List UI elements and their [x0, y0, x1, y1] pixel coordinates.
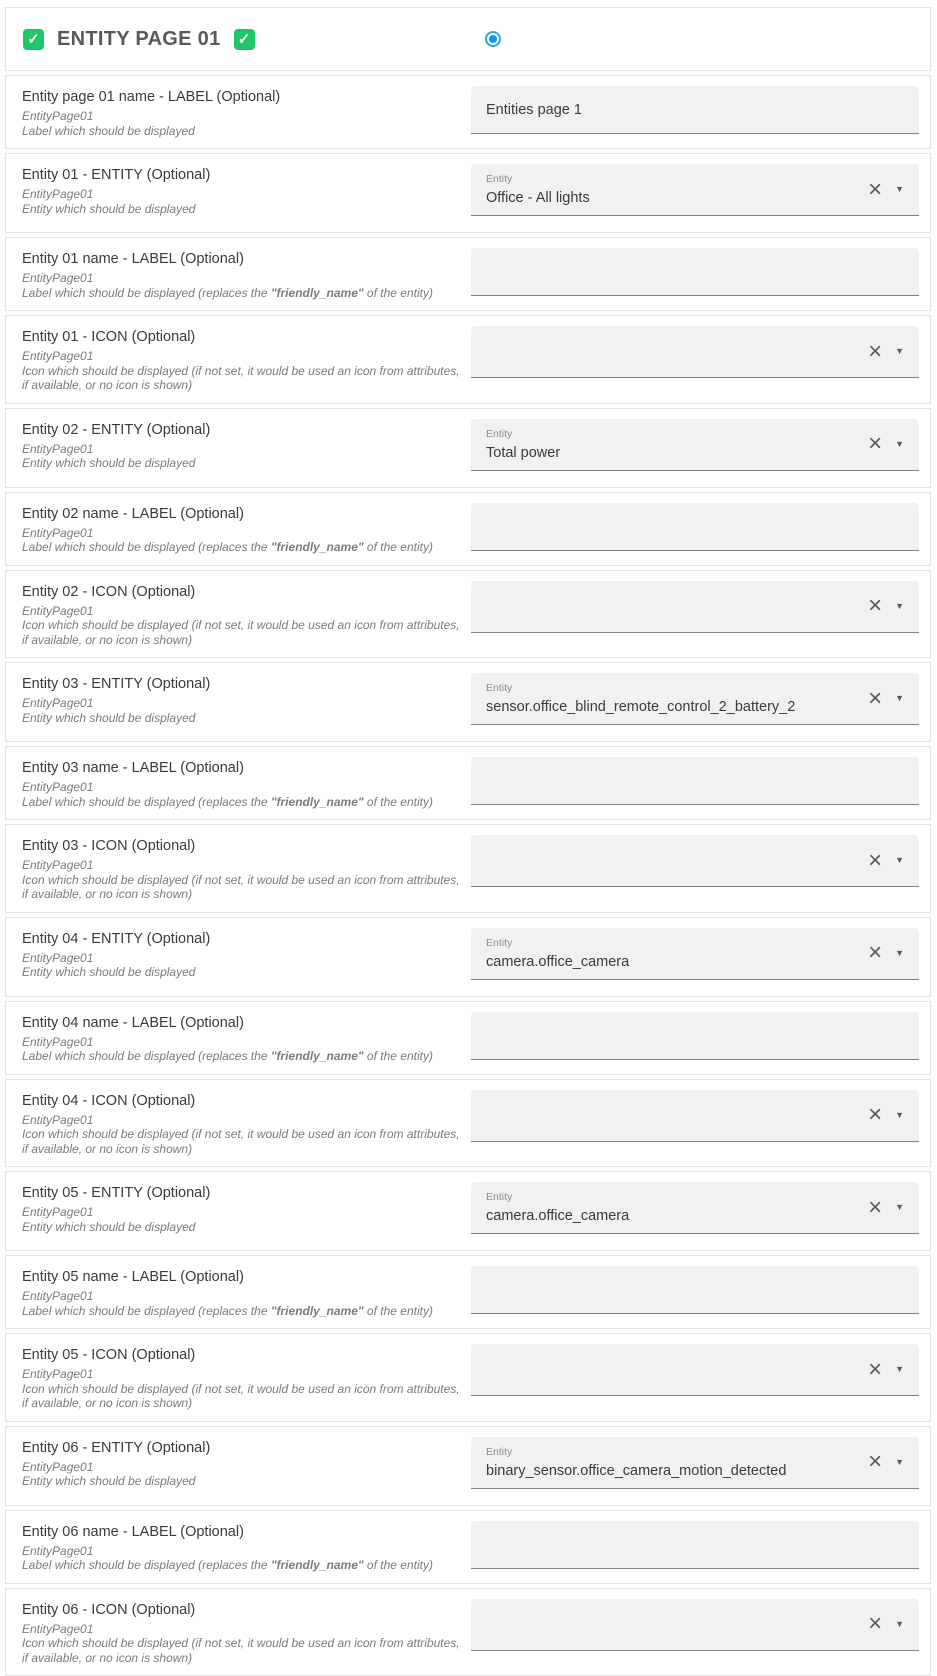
- page-header: [5, 7, 931, 71]
- clear-icon[interactable]: ×: [868, 687, 882, 711]
- clear-icon[interactable]: ×: [868, 1612, 882, 1636]
- select-field[interactable]: [471, 326, 919, 378]
- description-text: of the entity): [364, 1558, 433, 1572]
- clear-icon[interactable]: ×: [868, 1358, 882, 1382]
- row-field-block: [471, 757, 919, 809]
- row-title: Entity 06 - ENTITY (Optional): [22, 1439, 467, 1457]
- description-text: Entity which should be displayed: [22, 456, 195, 470]
- row-description: [22, 873, 467, 902]
- row-field-block: [471, 1521, 919, 1573]
- clear-icon[interactable]: ×: [868, 432, 882, 456]
- description-text: Entity which should be displayed: [22, 1474, 195, 1488]
- description-text: Label which should be displayed: [22, 124, 195, 138]
- chevron-down-icon[interactable]: ▼: [895, 602, 904, 611]
- select-content: [486, 1446, 904, 1480]
- field-actions: [868, 178, 904, 202]
- field-value: Total power: [486, 444, 836, 462]
- row-field-block: [471, 1182, 919, 1240]
- chevron-down-icon[interactable]: ▼: [895, 1458, 904, 1467]
- description-text: Icon which should be displayed (if not set, it would be used an icon from attributes, if available, or no icon is shown): [22, 1127, 460, 1156]
- row-description: [22, 124, 467, 139]
- field-value: binary_sensor.office_camera_motion_detected: [486, 1462, 836, 1480]
- description-text: Label which should be displayed (replaces the: [22, 286, 271, 300]
- row-title: Entity 02 - ICON (Optional): [22, 583, 467, 601]
- row-text-block: [22, 326, 467, 393]
- row-title: Entity 05 name - LABEL (Optional): [22, 1268, 467, 1286]
- text-field[interactable]: [471, 1012, 919, 1060]
- page-enabled-checkbox-left[interactable]: [23, 29, 44, 50]
- text-input[interactable]: [471, 503, 919, 550]
- description-text: Icon which should be displayed (if not set, it would be used an icon from attributes, if available, or no icon is shown): [22, 364, 460, 393]
- row-title: Entity 06 - ICON (Optional): [22, 1601, 467, 1619]
- config-row: [5, 662, 931, 742]
- row-field-block: [471, 581, 919, 648]
- row-description: [22, 618, 467, 647]
- row-title: Entity 03 name - LABEL (Optional): [22, 759, 467, 777]
- chevron-down-icon[interactable]: ▼: [895, 1365, 904, 1374]
- config-row: [5, 1426, 931, 1506]
- select-field[interactable]: [471, 1182, 919, 1234]
- row-description: [22, 1382, 467, 1411]
- row-field-block: [471, 1344, 919, 1411]
- row-subtitle: EntityPage01: [22, 1544, 467, 1559]
- config-row: [5, 1588, 931, 1676]
- row-description: [22, 540, 467, 555]
- text-field[interactable]: [471, 1266, 919, 1314]
- row-title: Entity 02 - ENTITY (Optional): [22, 421, 467, 439]
- row-title: Entity 05 - ENTITY (Optional): [22, 1184, 467, 1202]
- row-text-block: [22, 835, 467, 902]
- row-text-block: [22, 928, 467, 986]
- check-icon: ✓: [238, 32, 251, 47]
- row-field-block: [471, 1437, 919, 1495]
- row-field-block: [471, 835, 919, 902]
- row-field-block: [471, 1599, 919, 1666]
- row-field-block: [471, 673, 919, 731]
- field-value: camera.office_camera: [486, 1207, 836, 1225]
- field-floating-label: Entity: [486, 428, 904, 441]
- config-row: [5, 237, 931, 311]
- config-row: [5, 492, 931, 566]
- field-actions: [868, 687, 904, 711]
- chevron-down-icon[interactable]: ▼: [895, 856, 904, 865]
- row-subtitle: EntityPage01: [22, 1035, 467, 1050]
- row-text-block: [22, 164, 467, 222]
- select-content: [486, 428, 904, 462]
- description-text: Entity which should be displayed: [22, 202, 195, 216]
- description-text: Label which should be displayed (replaces the: [22, 1304, 271, 1318]
- select-field[interactable]: [471, 928, 919, 980]
- chevron-down-icon[interactable]: ▼: [895, 1620, 904, 1629]
- clear-icon[interactable]: ×: [868, 594, 882, 618]
- text-input[interactable]: [471, 1521, 919, 1568]
- text-input[interactable]: [471, 1266, 919, 1313]
- row-text-block: [22, 1090, 467, 1157]
- select-field[interactable]: [471, 1599, 919, 1651]
- row-title: Entity 04 - ENTITY (Optional): [22, 930, 467, 948]
- row-subtitle: EntityPage01: [22, 187, 467, 202]
- field-floating-label: Entity: [486, 682, 904, 695]
- row-text-block: [22, 86, 467, 138]
- clear-icon[interactable]: ×: [868, 1196, 882, 1220]
- config-row: [5, 1001, 931, 1075]
- select-field[interactable]: [471, 1344, 919, 1396]
- config-row: [5, 1079, 931, 1168]
- description-text: Icon which should be displayed (if not set, it would be used an icon from attributes, if available, or no icon is shown): [22, 618, 460, 647]
- row-subtitle: EntityPage01: [22, 780, 467, 795]
- row-title: Entity 01 name - LABEL (Optional): [22, 250, 467, 268]
- chevron-down-icon[interactable]: ▼: [895, 694, 904, 703]
- row-description: [22, 1558, 467, 1573]
- row-field-block: [471, 326, 919, 393]
- config-row: [5, 570, 931, 659]
- select-content: [486, 937, 904, 971]
- text-input[interactable]: [471, 248, 919, 295]
- chevron-down-icon[interactable]: ▼: [895, 1203, 904, 1212]
- text-input[interactable]: [471, 1012, 919, 1059]
- row-title: Entity 01 - ICON (Optional): [22, 328, 467, 346]
- row-title: Entity 02 name - LABEL (Optional): [22, 505, 467, 523]
- row-description: [22, 1474, 467, 1489]
- row-field-block: [471, 928, 919, 986]
- select-field[interactable]: [471, 835, 919, 887]
- row-title: Entity 06 name - LABEL (Optional): [22, 1523, 467, 1541]
- text-input[interactable]: [471, 86, 919, 133]
- row-title: Entity 03 - ICON (Optional): [22, 837, 467, 855]
- chevron-down-icon[interactable]: ▼: [895, 1111, 904, 1120]
- row-description: [22, 711, 467, 726]
- check-icon: ✓: [27, 32, 40, 47]
- description-bold-text: "friendly_name": [271, 1049, 364, 1063]
- row-subtitle: EntityPage01: [22, 526, 467, 541]
- row-subtitle: EntityPage01: [22, 349, 467, 364]
- config-row: [5, 1510, 931, 1584]
- row-subtitle: EntityPage01: [22, 1289, 467, 1304]
- select-field[interactable]: [471, 1437, 919, 1489]
- row-text-block: [22, 1012, 467, 1064]
- row-text-block: [22, 1437, 467, 1495]
- description-text: of the entity): [364, 540, 433, 554]
- row-title: Entity 04 name - LABEL (Optional): [22, 1014, 467, 1032]
- config-row: [5, 75, 931, 149]
- row-description: [22, 1304, 467, 1319]
- clear-icon[interactable]: ×: [868, 1450, 882, 1474]
- row-text-block: [22, 1521, 467, 1573]
- row-subtitle: EntityPage01: [22, 1460, 467, 1475]
- row-title: Entity page 01 name - LABEL (Optional): [22, 88, 467, 106]
- clear-icon[interactable]: ×: [868, 849, 882, 873]
- config-row: [5, 917, 931, 997]
- row-subtitle: EntityPage01: [22, 1113, 467, 1128]
- text-field[interactable]: [471, 757, 919, 805]
- radio-dot-icon: [489, 35, 497, 43]
- config-row: [5, 746, 931, 820]
- description-text: of the entity): [364, 1304, 433, 1318]
- row-text-block: [22, 1344, 467, 1411]
- row-subtitle: EntityPage01: [22, 1205, 467, 1220]
- config-row: [5, 824, 931, 913]
- field-actions: [868, 941, 904, 965]
- clear-icon[interactable]: ×: [868, 1103, 882, 1127]
- description-bold-text: "friendly_name": [271, 540, 364, 554]
- field-actions: [868, 594, 904, 618]
- config-row: [5, 408, 931, 488]
- row-description: [22, 1049, 467, 1064]
- text-field[interactable]: [471, 1521, 919, 1569]
- clear-icon[interactable]: ×: [868, 941, 882, 965]
- row-description: [22, 795, 467, 810]
- row-field-block: [471, 1090, 919, 1157]
- row-description: [22, 1127, 467, 1156]
- text-field[interactable]: [471, 86, 919, 134]
- select-field[interactable]: [471, 673, 919, 725]
- row-field-block: [471, 86, 919, 138]
- field-actions: [868, 1103, 904, 1127]
- row-text-block: [22, 503, 467, 555]
- select-field[interactable]: [471, 1090, 919, 1142]
- row-field-block: [471, 419, 919, 477]
- description-bold-text: "friendly_name": [271, 1304, 364, 1318]
- chevron-down-icon[interactable]: ▼: [895, 440, 904, 449]
- page-enabled-checkbox-right[interactable]: [234, 29, 255, 50]
- page-title: ENTITY PAGE 01: [57, 28, 221, 51]
- select-field[interactable]: [471, 581, 919, 633]
- row-description: [22, 1636, 467, 1665]
- description-text: Entity which should be displayed: [22, 711, 195, 725]
- row-text-block: [22, 581, 467, 648]
- field-actions: [868, 1450, 904, 1474]
- description-text: Label which should be displayed (replaces the: [22, 1049, 271, 1063]
- clear-icon[interactable]: ×: [868, 178, 882, 202]
- row-text-block: [22, 673, 467, 731]
- field-floating-label: Entity: [486, 937, 904, 950]
- description-bold-text: "friendly_name": [271, 1558, 364, 1572]
- row-field-block: [471, 1012, 919, 1064]
- field-value: Office - All lights: [486, 189, 836, 207]
- row-text-block: [22, 757, 467, 809]
- field-actions: [868, 1612, 904, 1636]
- row-subtitle: EntityPage01: [22, 696, 467, 711]
- description-text: Label which should be displayed (replaces the: [22, 795, 271, 809]
- description-text: Entity which should be displayed: [22, 1220, 195, 1234]
- row-description: [22, 965, 467, 980]
- row-field-block: [471, 1266, 919, 1318]
- row-text-block: [22, 1182, 467, 1240]
- row-text-block: [22, 419, 467, 477]
- text-field[interactable]: [471, 248, 919, 296]
- row-field-block: [471, 164, 919, 222]
- field-actions: [868, 340, 904, 364]
- field-actions: [868, 849, 904, 873]
- row-title: Entity 01 - ENTITY (Optional): [22, 166, 467, 184]
- clear-icon[interactable]: ×: [868, 340, 882, 364]
- select-content: [486, 173, 904, 207]
- row-subtitle: EntityPage01: [22, 442, 467, 457]
- field-floating-label: Entity: [486, 1446, 904, 1459]
- config-row: [5, 1171, 931, 1251]
- row-subtitle: EntityPage01: [22, 951, 467, 966]
- row-title: Entity 05 - ICON (Optional): [22, 1346, 467, 1364]
- field-value: camera.office_camera: [486, 953, 836, 971]
- select-field[interactable]: [471, 164, 919, 216]
- row-description: [22, 456, 467, 471]
- config-row: [5, 153, 931, 233]
- row-description: [22, 1220, 467, 1235]
- row-subtitle: EntityPage01: [22, 271, 467, 286]
- description-text: Icon which should be displayed (if not set, it would be used an icon from attributes, if available, or no icon is shown): [22, 1636, 460, 1665]
- row-title: Entity 04 - ICON (Optional): [22, 1092, 467, 1110]
- field-floating-label: Entity: [486, 1191, 904, 1204]
- row-subtitle: EntityPage01: [22, 858, 467, 873]
- field-value: sensor.office_blind_remote_control_2_battery_2: [486, 698, 836, 716]
- row-subtitle: EntityPage01: [22, 109, 467, 124]
- chevron-down-icon[interactable]: ▼: [895, 347, 904, 356]
- row-text-block: [22, 1599, 467, 1666]
- description-text: Icon which should be displayed (if not set, it would be used an icon from attributes, if available, or no icon is shown): [22, 873, 460, 902]
- select-content: [486, 682, 904, 716]
- row-subtitle: EntityPage01: [22, 1622, 467, 1637]
- text-field[interactable]: [471, 503, 919, 551]
- field-actions: [868, 1358, 904, 1382]
- config-row: [5, 1255, 931, 1329]
- description-bold-text: "friendly_name": [271, 795, 364, 809]
- description-bold-text: "friendly_name": [271, 286, 364, 300]
- config-row: [5, 315, 931, 404]
- row-text-block: [22, 1266, 467, 1318]
- config-rows: [5, 75, 931, 1676]
- row-title: Entity 03 - ENTITY (Optional): [22, 675, 467, 693]
- row-description: [22, 202, 467, 217]
- radio-button[interactable]: [485, 31, 501, 47]
- select-field[interactable]: [471, 419, 919, 471]
- description-text: of the entity): [364, 286, 433, 300]
- row-subtitle: EntityPage01: [22, 604, 467, 619]
- description-text: of the entity): [364, 1049, 433, 1063]
- description-text: Entity which should be displayed: [22, 965, 195, 979]
- field-actions: [868, 1196, 904, 1220]
- field-actions: [868, 432, 904, 456]
- row-description: [22, 364, 467, 393]
- description-text: of the entity): [364, 795, 433, 809]
- row-description: [22, 286, 467, 301]
- text-input[interactable]: [471, 757, 919, 804]
- row-subtitle: EntityPage01: [22, 1367, 467, 1382]
- row-text-block: [22, 248, 467, 300]
- description-text: Label which should be displayed (replaces the: [22, 540, 271, 554]
- field-floating-label: Entity: [486, 173, 904, 186]
- row-field-block: [471, 248, 919, 300]
- select-content: [486, 1191, 904, 1225]
- description-text: Icon which should be displayed (if not set, it would be used an icon from attributes, if available, or no icon is shown): [22, 1382, 460, 1411]
- description-text: Label which should be displayed (replaces the: [22, 1558, 271, 1572]
- config-row: [5, 1333, 931, 1422]
- chevron-down-icon[interactable]: ▼: [895, 949, 904, 958]
- row-field-block: [471, 503, 919, 555]
- chevron-down-icon[interactable]: ▼: [895, 185, 904, 194]
